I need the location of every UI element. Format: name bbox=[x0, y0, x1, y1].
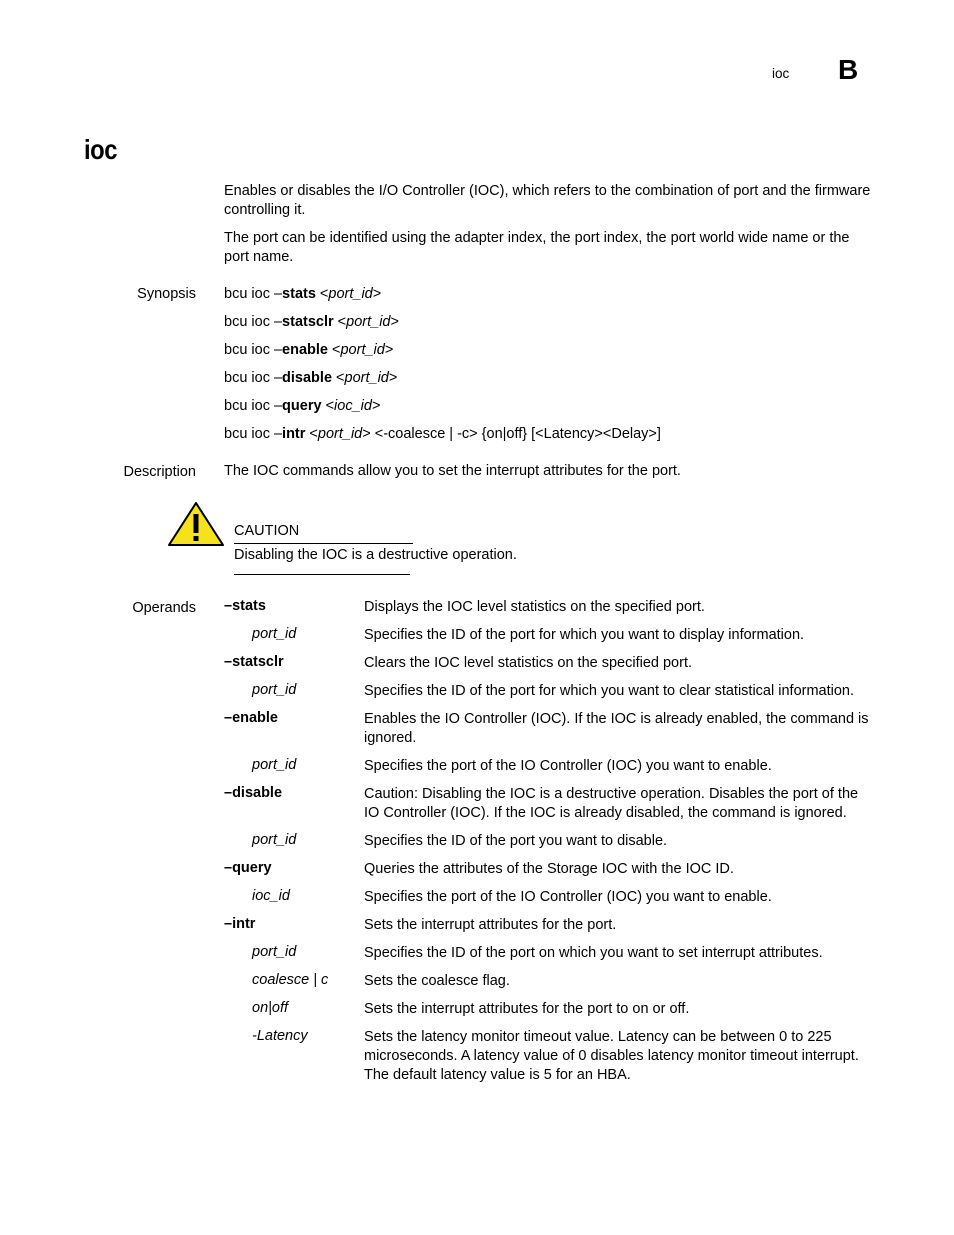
description-text: The IOC commands allow you to set the interrupt attributes for the port. bbox=[224, 463, 681, 479]
operand-description: Specifies the ID of the port for which you want to display information. bbox=[364, 627, 805, 643]
operand-description: Sets the interrupt attributes for the port. bbox=[364, 917, 617, 933]
operand-description: Specifies the port of the IO Controller (IOC) you want to enable. bbox=[364, 758, 772, 774]
intro-paragraph-1: Enables or disables the I/O Controller (IOC), which refers to the combination of port and the firmware controlling it. bbox=[224, 183, 871, 218]
synopsis-line bbox=[224, 370, 397, 386]
synopsis-param: port_id bbox=[340, 342, 385, 358]
caution-heading: CAUTION bbox=[234, 523, 300, 539]
operand-command: –query bbox=[224, 860, 272, 876]
synopsis-arg-open: < bbox=[332, 370, 345, 386]
operand-command: –stats bbox=[224, 598, 266, 614]
synopsis-line bbox=[224, 426, 661, 442]
synopsis-param: port_id bbox=[328, 286, 373, 302]
operand-description: Specifies the ID of the port you want to disable. bbox=[364, 833, 668, 849]
operand-description: Queries the attributes of the Storage IOC with the IOC ID. bbox=[364, 861, 734, 877]
synopsis-suffix: > bbox=[371, 398, 381, 414]
operand-description: Displays the IOC level statistics on the specified port. bbox=[364, 599, 705, 615]
operand-description: Sets the latency monitor timeout value. Latency can be between 0 to 225 microseconds. A latency value of 0 disables latency monitor timeout interrupt. The default latency value is 5 for an HBA. bbox=[364, 1029, 859, 1083]
operand-command: –intr bbox=[224, 916, 256, 932]
operand-description: Specifies the ID of the port on which you want to set interrupt attributes. bbox=[364, 945, 823, 961]
synopsis-suffix: > bbox=[390, 314, 399, 330]
synopsis-suffix: > bbox=[384, 342, 394, 358]
synopsis-command: enable bbox=[282, 342, 328, 358]
synopsis-line bbox=[224, 286, 381, 302]
synopsis-param: port_id bbox=[344, 370, 389, 386]
operand-command: –disable bbox=[224, 785, 283, 801]
synopsis-param: port_id bbox=[317, 426, 363, 442]
synopsis-param: port_id bbox=[346, 314, 391, 330]
synopsis-prefix: bcu ioc – bbox=[224, 426, 283, 442]
operand-parameter: port_id bbox=[252, 944, 297, 960]
caution-rule-top bbox=[234, 543, 413, 544]
synopsis-arg-open: < bbox=[333, 314, 347, 330]
operand-description: Clears the IOC level statistics on the specified port. bbox=[364, 655, 693, 671]
synopsis-command: query bbox=[282, 398, 322, 414]
caution-text: Disabling the IOC is a destructive operation. bbox=[234, 547, 517, 563]
synopsis-prefix: bcu ioc – bbox=[224, 370, 283, 386]
synopsis-suffix: > <-coalesce | -c> {on|off} [<Latency><Delay>] bbox=[362, 426, 661, 442]
operand-description: Specifies the port of the IO Controller (IOC) you want to enable. bbox=[364, 889, 772, 905]
synopsis-arg-open: < bbox=[315, 286, 329, 302]
synopsis-line bbox=[224, 314, 399, 330]
operand-command: –statsclr bbox=[224, 654, 284, 670]
operands-label: Operands bbox=[132, 600, 196, 616]
operand-parameter: -Latency bbox=[252, 1028, 308, 1044]
intro-paragraph-2: The port can be identified using the adapter index, the port index, the port world wide name or the port name. bbox=[224, 230, 850, 265]
synopsis-arg-open: < bbox=[305, 426, 318, 442]
operand-parameter: coalesce | c bbox=[252, 972, 329, 988]
operand-description: Enables the IO Controller (IOC). If the IOC is already enabled, the command is ignored. bbox=[364, 711, 869, 746]
synopsis-arg-open: < bbox=[321, 398, 335, 414]
operand-parameter: port_id bbox=[252, 626, 297, 642]
appendix-letter: B bbox=[838, 54, 859, 85]
synopsis-suffix: > bbox=[388, 370, 398, 386]
operand-description: Specifies the ID of the port for which you want to clear statistical information. bbox=[364, 683, 855, 699]
operand-parameter: ioc_id bbox=[252, 888, 290, 904]
operand-parameter: on|off bbox=[252, 1000, 289, 1016]
synopsis-line bbox=[224, 398, 380, 414]
synopsis-suffix: > bbox=[372, 286, 382, 302]
synopsis-arg-open: < bbox=[327, 342, 341, 358]
running-header-section: ioc bbox=[772, 66, 790, 81]
warning-triangle-icon bbox=[167, 501, 225, 551]
synopsis-param: ioc_id bbox=[334, 398, 372, 414]
operand-description: Caution: Disabling the IOC is a destructive operation. Disables the port of the IO Controller (IOC). If the IOC is already disabled, the command is ignored. bbox=[364, 786, 859, 821]
synopsis-prefix: bcu ioc – bbox=[224, 342, 283, 358]
synopsis-prefix: bcu ioc – bbox=[224, 314, 283, 330]
synopsis-prefix: bcu ioc – bbox=[224, 286, 283, 302]
operand-parameter: port_id bbox=[252, 757, 297, 773]
synopsis-label: Synopsis bbox=[137, 286, 196, 302]
operand-parameter: port_id bbox=[252, 832, 297, 848]
operand-parameter: port_id bbox=[252, 682, 297, 698]
synopsis-command: intr bbox=[282, 426, 306, 442]
page-title: ioc bbox=[84, 134, 118, 165]
operand-description: Sets the coalesce flag. bbox=[364, 973, 510, 989]
description-label: Description bbox=[123, 464, 196, 480]
synopsis-command: statsclr bbox=[282, 314, 334, 330]
synopsis-line bbox=[224, 342, 393, 358]
synopsis-command: stats bbox=[282, 286, 316, 302]
synopsis-command: disable bbox=[282, 370, 333, 386]
operand-description: Sets the interrupt attributes for the port to on or off. bbox=[364, 1001, 690, 1017]
operand-command: –enable bbox=[224, 710, 278, 726]
caution-rule-bottom bbox=[234, 574, 410, 575]
synopsis-prefix: bcu ioc – bbox=[224, 398, 283, 414]
